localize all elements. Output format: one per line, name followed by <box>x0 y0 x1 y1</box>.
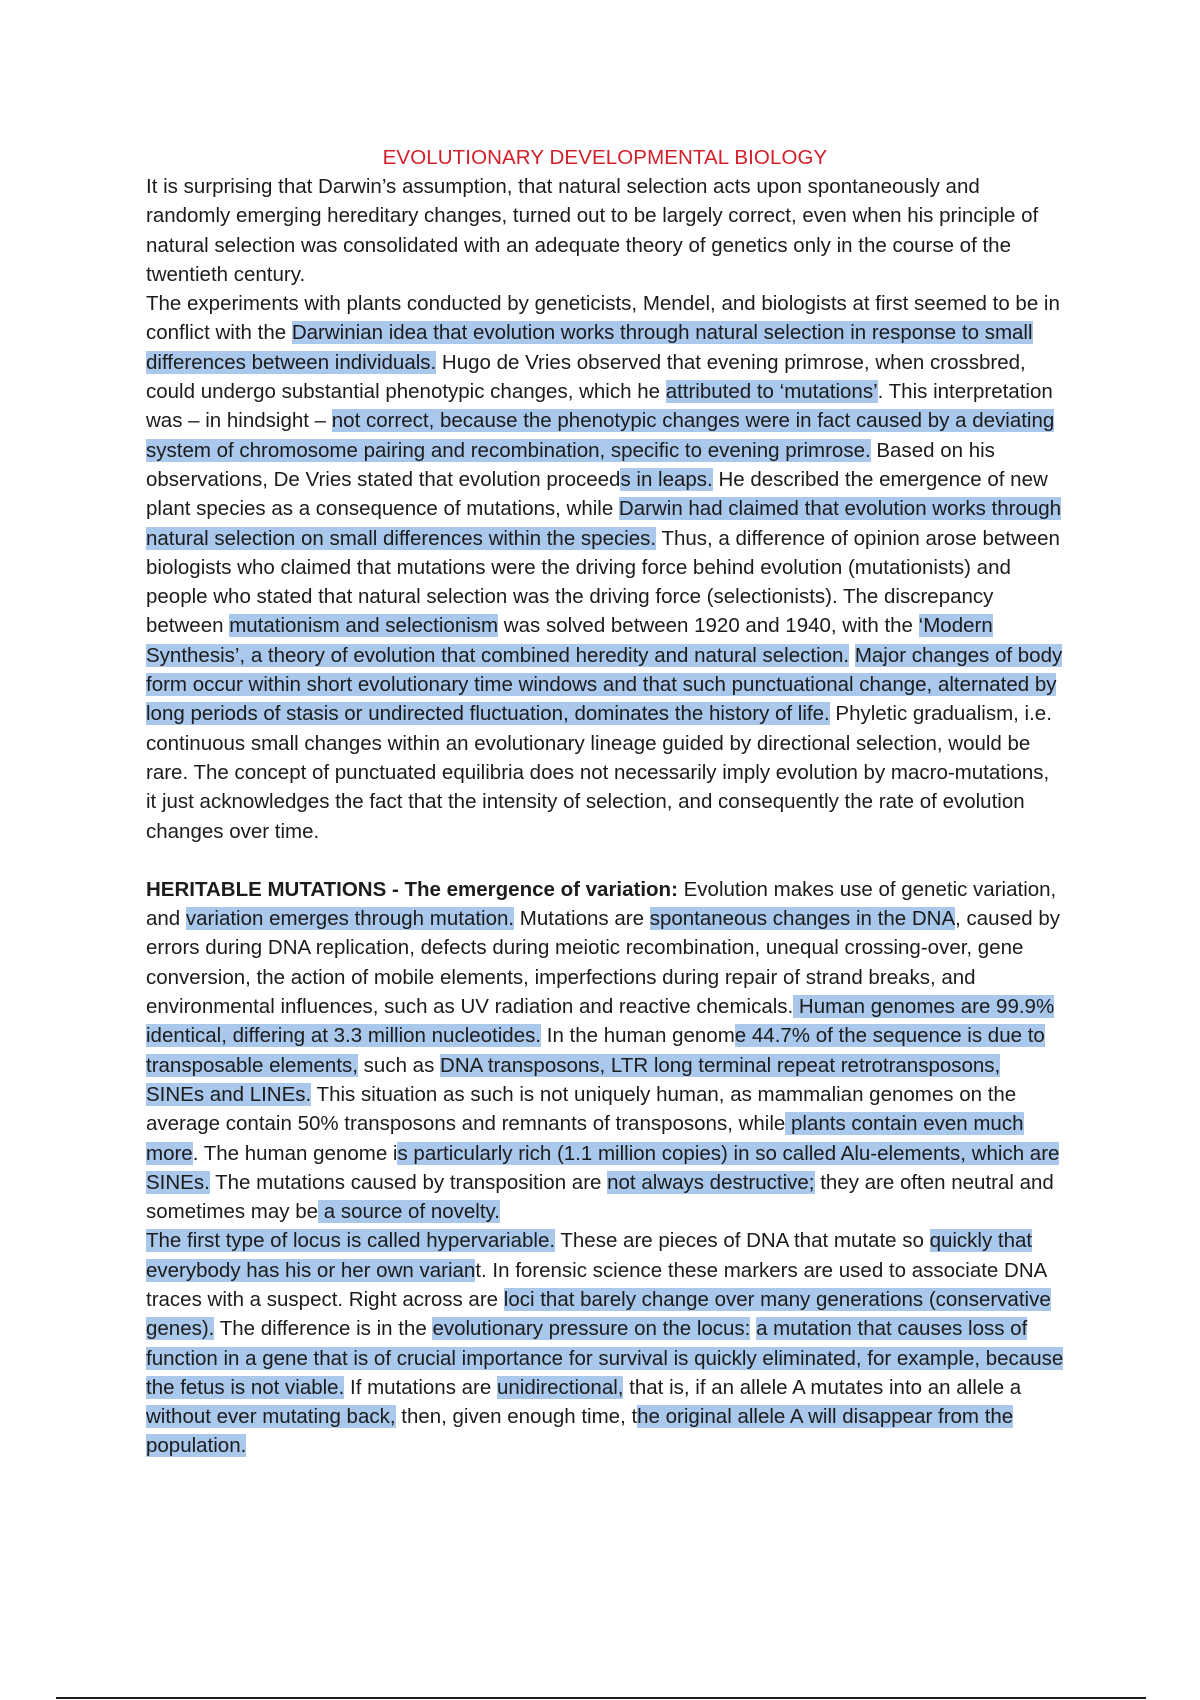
paragraph-modern-synthesis <box>146 289 1064 846</box>
text-run: was solved between 1920 and 1940, with the <box>498 614 919 638</box>
highlighted-text: evolutionary pressure on the locus: <box>432 1317 751 1341</box>
page-bottom-rule <box>56 1697 1146 1699</box>
text-run: such as <box>357 1053 441 1077</box>
highlighted-text: Major changes of body form occur within short evolutionary time windows and that such punctuational change, alternated by long periods of stasis or undirected fluctuation, dominates the history of life. <box>146 643 1063 726</box>
text-run: then, given enough time, t <box>395 1405 638 1429</box>
text-run: they are often neutral and sometimes may be <box>146 1170 1054 1224</box>
text-run: Hugo de Vries observed that evening primrose, when crossbred, could undergo substantial phenotypic changes, which he <box>146 350 1026 404</box>
text-run: Mutations are <box>514 907 650 931</box>
text-run: Based on his observations, De Vries stated that evolution proceed <box>146 438 995 491</box>
highlighted-text: s particularly rich (1.1 million copies) in so called Alu-elements, which are SINEs. <box>146 1141 1060 1194</box>
paragraph-locus-types <box>146 1226 1064 1460</box>
document-page <box>146 144 1064 1461</box>
document-title: EVOLUTIONARY DEVELOPMENTAL BIOLOGY <box>382 146 828 169</box>
text-run: t. In forensic science these markers are used to associate DNA traces with a suspect. Right across are <box>146 1258 1047 1311</box>
highlighted-text: he original allele A will disappear from the population. <box>146 1405 1014 1458</box>
paragraph-intro <box>146 172 1064 289</box>
paragraph-spacer <box>146 846 1064 875</box>
highlighted-text: without ever mutating back, <box>146 1405 396 1429</box>
text-run: Evolution makes use of genetic variation, and <box>146 877 1057 931</box>
paragraph-heritable-mutations <box>146 875 1064 1227</box>
highlighted-text: loci that barely change over many generations (conservative genes). <box>146 1287 1051 1341</box>
highlighted-text: Darwin had claimed that evolution works through natural selection on small differences within the species. <box>146 497 1062 550</box>
text-run: This situation as such is not uniquely human, as mammalian genomes on the average contain 50% transposons and remnants of transposons, while <box>146 1082 1017 1136</box>
highlighted-text: Human genomes are 99.9% identical, differing at 3.3 million nucleotides. <box>146 995 1055 1048</box>
text-run: Thus, a difference of opinion arose between biologists who claimed that mutations were the driving force behind evolution (mutationists) and people who stated that natural selection was the driving force (selectionists). The discrepancy between <box>146 526 1060 638</box>
text-run: He described the emergence of new plant species as a consequence of mutations, while <box>146 467 1048 521</box>
text-run: The difference is in the <box>214 1317 433 1341</box>
highlighted-text: DNA transposons, LTR long terminal repeat retrotransposons, SINEs and LINEs. <box>146 1053 1001 1106</box>
paragraph-heritable-mutations-body <box>146 878 1060 1223</box>
highlighted-text: spontaneous changes in the DNA <box>649 907 956 931</box>
text-run: These are pieces of DNA that mutate so <box>555 1229 930 1253</box>
highlighted-text: mutationism and selectionism <box>229 614 499 638</box>
highlighted-text: quickly that everybody has his or her own varian <box>146 1229 1033 1282</box>
highlighted-text: unidirectional, <box>496 1375 624 1399</box>
text-run: If mutations are <box>344 1375 497 1399</box>
text-run: The mutations caused by transposition are <box>209 1170 608 1194</box>
text-run <box>849 644 855 667</box>
text-run: It is surprising that Darwin’s assumption, that natural selection acts upon spontaneously and randomly emerging hereditary changes, turned out to be largely correct, even when his principle of natural selection was consolidated with an adequate theory of genetics only in the course of the twentieth century. <box>146 175 1039 286</box>
text-run: Phyletic gradualism, i.e. continuous small changes within an evolutionary lineage guided by directional selection, would be rare. The concept of punctuated equilibria does not necessarily imply evolution by macro-mutations, it just acknowledges the fact that the intensity of selection, and consequently the rate of evolution changes over time. <box>146 702 1052 843</box>
text-run: . This interpretation was – in hindsight – <box>146 380 1053 433</box>
text-run: . The human genome i <box>192 1141 398 1165</box>
text-run: that is, if an allele A mutates into an allele a <box>623 1375 1022 1399</box>
text-run: In the human genom <box>541 1024 735 1048</box>
highlighted-text: variation emerges through mutation. <box>185 907 515 931</box>
text-run: The experiments with plants conducted by geneticists, Mendel, and biologists at first seemed to be in conflict with the <box>146 292 1060 345</box>
highlighted-text: not correct, because the phenotypic changes were in fact caused by a deviating system of chromosome pairing and recombination, specific to evening primrose. <box>146 409 1055 462</box>
highlighted-text: s in leaps. <box>620 467 713 491</box>
highlighted-text: The first type of locus is called hypervariable. <box>146 1229 556 1253</box>
highlighted-text: ‘Modern Synthesis’, a theory of evolution that combined heredity and natural selection. <box>146 614 993 667</box>
highlighted-text: Darwinian idea that evolution works through natural selection in response to small differences between individuals. <box>146 321 1033 374</box>
highlighted-text: plants contain even much more <box>146 1112 1024 1165</box>
highlighted-text: attributed to ‘mutations’ <box>665 380 878 404</box>
highlighted-text: not always destructive; <box>607 1170 815 1194</box>
section-heading: HERITABLE MUTATIONS - The emergence of variation: <box>146 877 678 901</box>
text-run: , caused by errors during DNA replication, defects during meiotic recombination, unequal crossing-over, gene conversion, the action of mobile elements, imperfections during repair of strand breaks, and environmental influences, such as UV radiation and reactive chemicals. <box>146 907 1060 1019</box>
highlighted-text: a source of novelty. <box>318 1200 500 1224</box>
highlighted-text: e 44.7% of the sequence is due to transposable elements, <box>146 1024 1045 1077</box>
highlighted-text: a mutation that causes loss of function in a gene that is of crucial importance for survival is quickly eliminated, for example, because the fetus is not viable. <box>146 1317 1064 1399</box>
